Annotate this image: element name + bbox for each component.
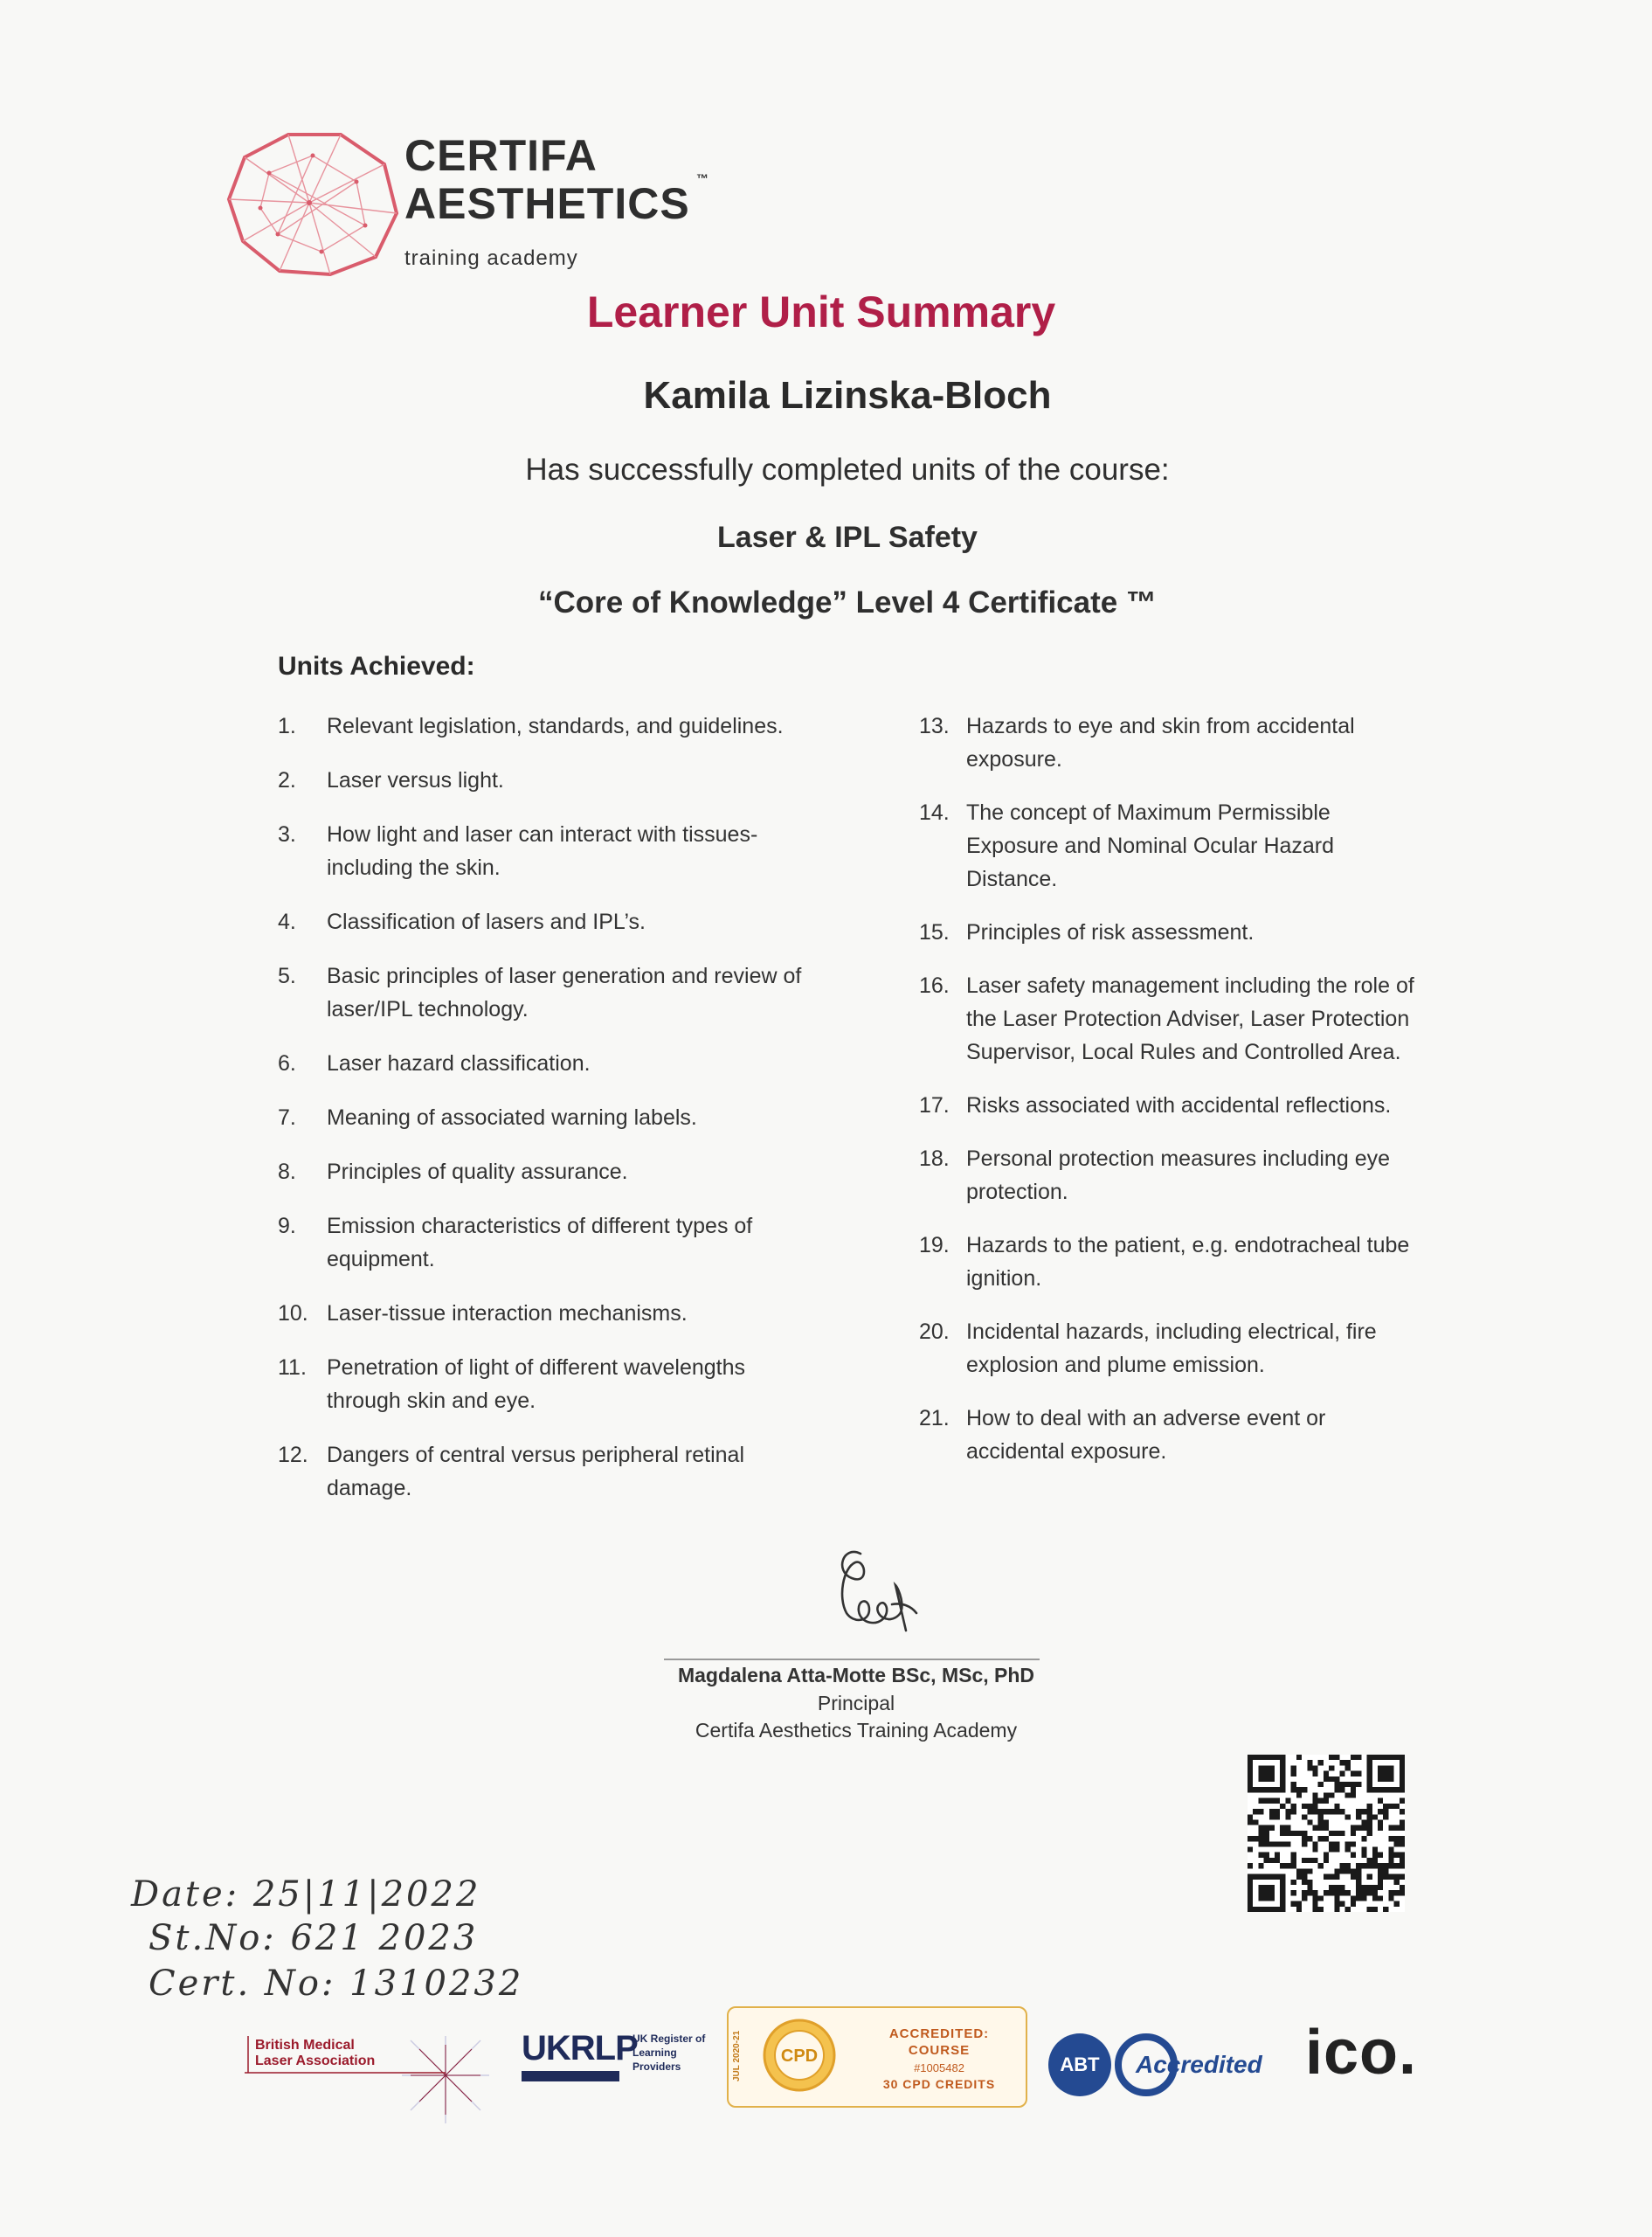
handwritten-date: Date: 25|11|2022 bbox=[131, 1874, 481, 1915]
qr-code bbox=[1248, 1755, 1405, 1912]
unit-text: Meaning of associated warning labels. bbox=[327, 1105, 697, 1130]
unit-item bbox=[278, 1297, 819, 1330]
unit-number: 1. bbox=[278, 714, 296, 738]
unit-number: 12. bbox=[278, 1443, 308, 1467]
unit-number: 8. bbox=[278, 1160, 296, 1184]
unit-text: Laser safety management including the role of the Laser Protection Adviser, Laser Protection Supervisor, Local Rules and Controlled Area. bbox=[966, 973, 1414, 1064]
unit-text: Laser versus light. bbox=[327, 768, 504, 793]
unit-number: 16. bbox=[919, 973, 950, 998]
principal-signature bbox=[808, 1536, 939, 1650]
ico-logo: ico. bbox=[1305, 2018, 1418, 2088]
cpd-seal-icon bbox=[760, 2016, 839, 2095]
unit-item bbox=[919, 1402, 1426, 1468]
unit-text: How to deal with an adverse event or accidental exposure. bbox=[966, 1406, 1326, 1464]
unit-text: Emission characteristics of different types of equipment. bbox=[327, 1214, 753, 1271]
units-list-left bbox=[278, 710, 819, 1526]
unit-number: 15. bbox=[919, 920, 950, 945]
unit-item bbox=[278, 1209, 819, 1276]
bmla-name-line1: British Medical bbox=[255, 2038, 355, 2053]
brand-name-line2: AESTHETICS bbox=[404, 179, 690, 228]
unit-item bbox=[919, 1229, 1426, 1295]
handwritten-student-number: St.No: 621 2023 bbox=[149, 1918, 479, 1958]
unit-item bbox=[919, 1089, 1426, 1122]
unit-text: Laser-tissue interaction mechanisms. bbox=[327, 1301, 688, 1326]
unit-number: 2. bbox=[278, 768, 296, 793]
unit-number: 6. bbox=[278, 1051, 296, 1076]
unit-item bbox=[278, 959, 819, 1026]
unit-text: Hazards to the patient, e.g. endotracheal tube ignition. bbox=[966, 1233, 1410, 1291]
unit-item bbox=[278, 1101, 819, 1134]
brand-subtitle: training academy bbox=[404, 246, 578, 270]
unit-text: Risks associated with accidental reflections. bbox=[966, 1093, 1392, 1118]
unit-number: 18. bbox=[919, 1146, 950, 1171]
unit-number: 19. bbox=[919, 1233, 950, 1257]
document-title: Learner Unit Summary bbox=[586, 287, 1056, 336]
units-list-right bbox=[919, 710, 1426, 1488]
unit-item bbox=[278, 905, 819, 938]
unit-number: 7. bbox=[278, 1105, 296, 1130]
unit-item bbox=[278, 1047, 819, 1080]
unit-text: Principles of quality assurance. bbox=[327, 1160, 628, 1184]
unit-item bbox=[278, 1438, 819, 1505]
unit-number: 10. bbox=[278, 1301, 308, 1326]
completion-statement: Has successfully completed units of the course: bbox=[525, 453, 1170, 487]
cpd-credits: 30 CPD CREDITS bbox=[882, 2077, 996, 2091]
course-level: “Core of Knowledge” Level 4 Certificate ™ bbox=[538, 585, 1157, 620]
units-heading: Units Achieved: bbox=[278, 652, 475, 681]
unit-text: The concept of Maximum Permissible Exposure and Nominal Ocular Hazard Distance. bbox=[966, 800, 1335, 891]
signatory-role: Principal bbox=[817, 1692, 895, 1714]
ukrlp-subtitle: UK Register of Learning Providers bbox=[632, 2033, 706, 2073]
unit-number: 4. bbox=[278, 910, 296, 934]
unit-item bbox=[919, 969, 1426, 1069]
course-name: Laser & IPL Safety bbox=[717, 521, 978, 554]
unit-text: Personal protection measures including eye protection. bbox=[966, 1146, 1390, 1204]
ukrlp-bar bbox=[522, 2071, 619, 2081]
unit-number: 17. bbox=[919, 1093, 950, 1118]
signatory-name: Magdalena Atta-Motte BSc, MSc, PhD bbox=[677, 1664, 1035, 1686]
unit-text: Dangers of central versus peripheral retinal damage. bbox=[327, 1443, 745, 1500]
unit-item bbox=[278, 1155, 819, 1188]
certifa-logo-mark-icon bbox=[225, 129, 400, 278]
unit-item bbox=[278, 818, 819, 884]
unit-text: How light and laser can interact with tissues- including the skin. bbox=[327, 822, 758, 880]
unit-item bbox=[278, 764, 819, 797]
cpd-accredited-label: ACCREDITED: bbox=[888, 2026, 990, 2041]
brand-name-line1: CERTIFA bbox=[404, 131, 598, 180]
ukrlp-logo: UKRLP bbox=[522, 2029, 638, 2067]
unit-item bbox=[919, 710, 1426, 776]
signature-line bbox=[664, 1659, 1040, 1660]
unit-text: Basic principles of laser generation and review of laser/IPL technology. bbox=[327, 964, 802, 1022]
unit-number: 9. bbox=[278, 1214, 296, 1238]
abt-logo-text: ABT bbox=[1060, 2053, 1100, 2075]
unit-number: 20. bbox=[919, 1319, 950, 1344]
unit-item bbox=[919, 1142, 1426, 1209]
learner-name: Kamila Lizinska-Bloch bbox=[643, 374, 1052, 417]
bmla-name-line2: Laser Association bbox=[255, 2053, 376, 2068]
unit-text: Hazards to eye and skin from accidental exposure. bbox=[966, 714, 1355, 772]
cpd-number: #1005482 bbox=[914, 2061, 964, 2074]
signatory-organisation: Certifa Aesthetics Training Academy bbox=[695, 1719, 1018, 1742]
cpd-seal-label: CPD bbox=[780, 2047, 819, 2066]
unit-item bbox=[919, 796, 1426, 896]
unit-number: 21. bbox=[919, 1406, 950, 1430]
cpd-course-label: COURSE bbox=[908, 2043, 971, 2058]
unit-item bbox=[278, 1351, 819, 1417]
unit-number: 14. bbox=[919, 800, 950, 825]
unit-number: 3. bbox=[278, 822, 296, 847]
abt-accredited-label: Accredited bbox=[1136, 2051, 1262, 2078]
unit-item bbox=[919, 916, 1426, 949]
unit-number: 5. bbox=[278, 964, 296, 988]
unit-item bbox=[919, 1315, 1426, 1382]
unit-item bbox=[278, 710, 819, 743]
cpd-year: JUL 2020-21 bbox=[732, 2030, 742, 2082]
unit-text: Penetration of light of different wavelengths through skin and eye. bbox=[327, 1355, 746, 1413]
unit-text: Principles of risk assessment. bbox=[966, 920, 1255, 945]
unit-text: Incidental hazards, including electrical, fire explosion and plume emission. bbox=[966, 1319, 1377, 1377]
unit-number: 13. bbox=[919, 714, 950, 738]
unit-number: 11. bbox=[278, 1355, 307, 1380]
unit-text: Classification of lasers and IPL’s. bbox=[327, 910, 646, 934]
brand-trademark: ™ bbox=[696, 171, 708, 185]
handwritten-certificate-number: Cert. No: 1310232 bbox=[149, 1963, 524, 2004]
unit-text: Laser hazard classification. bbox=[327, 1051, 591, 1076]
unit-text: Relevant legislation, standards, and guidelines. bbox=[327, 714, 784, 738]
